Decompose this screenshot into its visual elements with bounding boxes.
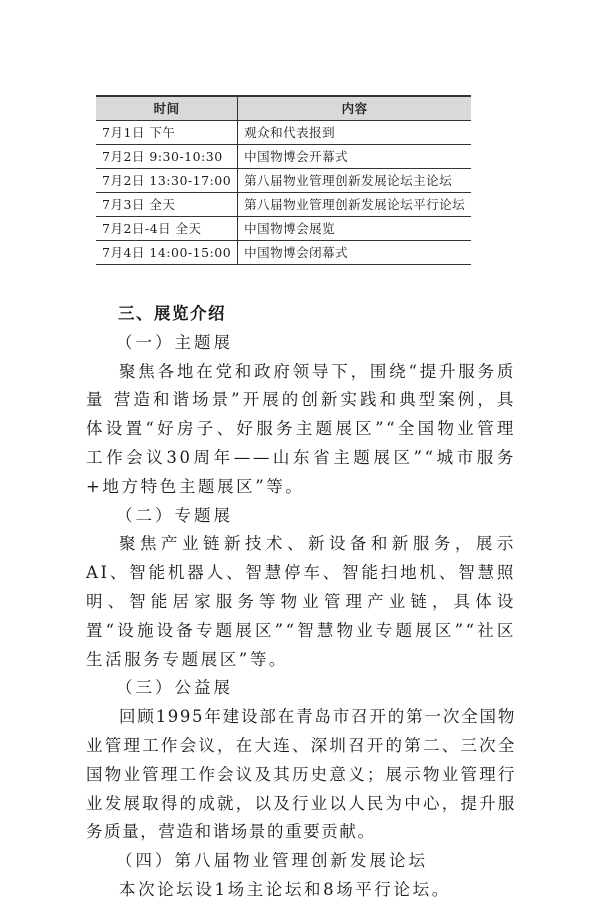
cell-content: 观众和代表报到 (238, 121, 472, 145)
paragraph-theme: 聚焦各地在党和政府领导下，围绕“提升服务质量 营造和谐场景”开展的创新实践和典型案例，具体设置“好房子、好服务主题展区”“全国物业管理工作会议30周年——山东省主题展区”“城市服务+地方特色主题展区”等。 (86, 361, 516, 496)
subsection-title-special: （二）专题展 (116, 505, 233, 525)
exhibition-intro-section (86, 300, 516, 905)
cell-time: 7月2日 9:30-10:30 (96, 145, 238, 169)
table-row (96, 169, 471, 193)
paragraph-special: 聚焦产业链新技术、新设备和新服务，展示AI、智能机器人、智慧停车、智能扫地机、智慧照明、智能居家服务等物业管理产业链，具体设置“设施设备专题展区”“智慧物业专题展区”“社区生活服务专题展区”等。 (86, 534, 516, 669)
cell-time: 7月4日 14:00-15:00 (96, 241, 238, 265)
cell-content: 中国物博会展览 (238, 217, 472, 241)
cell-content: 第八届物业管理创新发展论坛主论坛 (238, 169, 472, 193)
table-row (96, 121, 471, 145)
header-content: 内容 (238, 96, 472, 121)
cell-content: 中国物博会开幕式 (238, 145, 472, 169)
header-time: 时间 (96, 96, 238, 121)
cell-content: 第八届物业管理创新发展论坛平行论坛 (238, 193, 472, 217)
cell-time: 7月2日 13:30-17:00 (96, 169, 238, 193)
cell-content: 中国物博会闭幕式 (238, 241, 472, 265)
subsection-title-forum: （四）第八届物业管理创新发展论坛 (116, 851, 428, 871)
cell-time: 7月2日-4日 全天 (96, 217, 238, 241)
cell-time: 7月1日 下午 (96, 121, 238, 145)
table-row (96, 241, 471, 265)
paragraph-public-welfare: 回顾1995年建设部在青岛市召开的第一次全国物业管理工作会议，在大连、深圳召开的第二、三次全国物业管理工作会议及其历史意义；展示物业管理行业发展取得的成就，以及行业以人民为中心，提升服务质量，营造和谐场景的重要贡献。 (86, 707, 516, 842)
table-header-row (96, 96, 471, 121)
section-heading: 三、展览介绍 (118, 304, 226, 323)
cell-time: 7月3日 全天 (96, 193, 238, 217)
subsection-title-theme: （一）主题展 (116, 332, 233, 352)
table-row (96, 217, 471, 241)
subsection-title-public-welfare: （三）公益展 (116, 678, 233, 698)
table-row (96, 145, 471, 169)
table-row (96, 193, 471, 217)
schedule-table (96, 95, 471, 265)
paragraph-forum: 本次论坛设1场主论坛和8场平行论坛。 (119, 879, 451, 899)
